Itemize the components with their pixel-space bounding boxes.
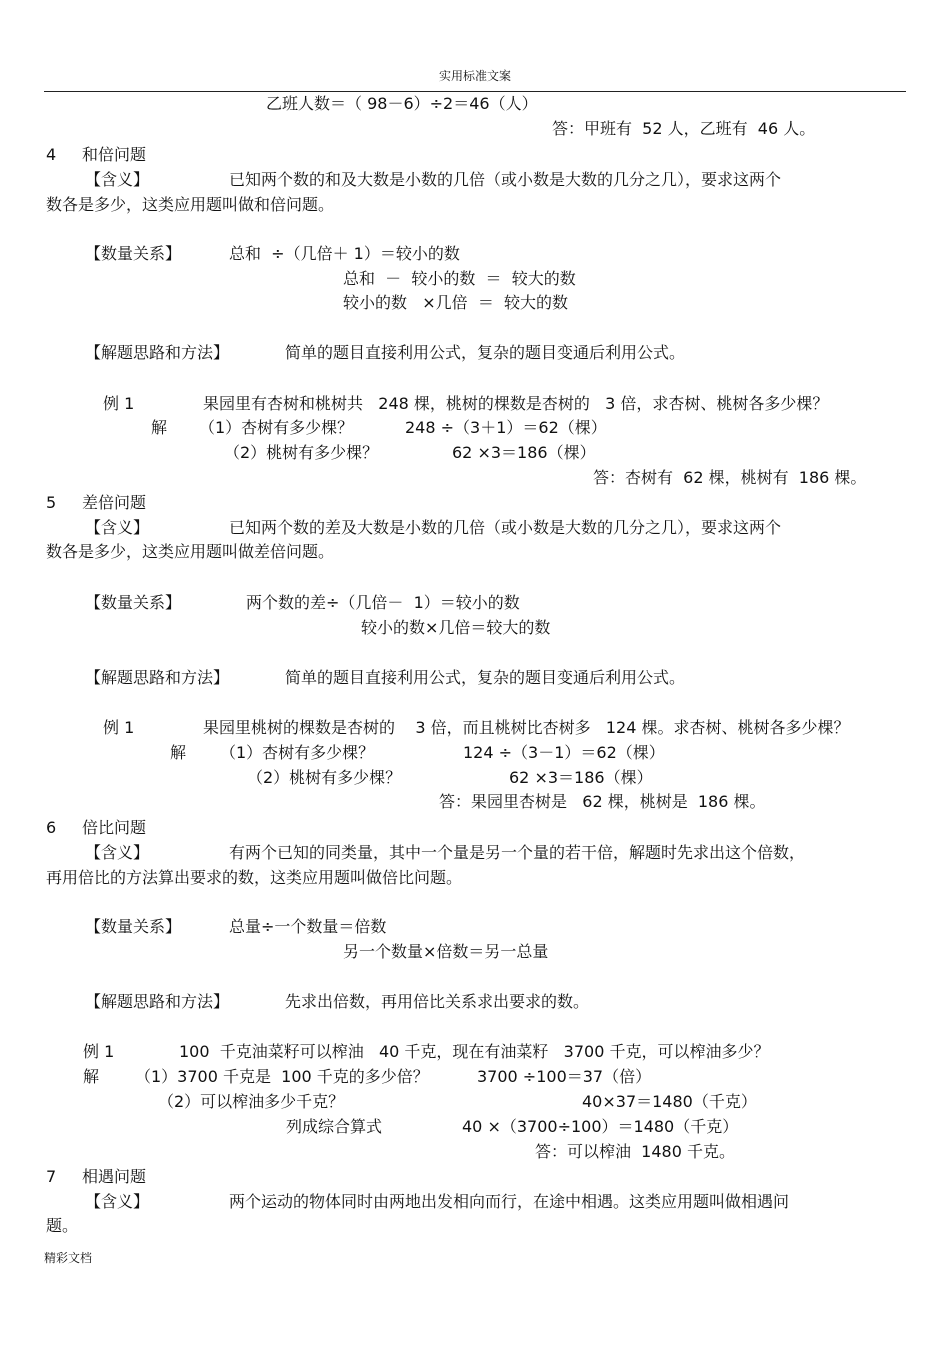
header-divider <box>44 91 906 92</box>
section-5-formula-2: 较小的数×几倍＝较大的数 <box>361 618 551 637</box>
section-5-method-text: 简单的题目直接利用公式，复杂的题目变通后利用公式。 <box>285 668 686 687</box>
section-6-combined-label: 列成综合算式 <box>286 1117 383 1136</box>
section-6-answer: 答：可以榨油 1480 千克。 <box>535 1142 735 1161</box>
section-5-relation-label: 【数量关系】 <box>85 593 182 612</box>
section-5-meaning-text: 已知两个数的差及大数是小数的几倍（或小数是大数的几分之几），要求这两个 <box>229 518 782 537</box>
section-5-example-label: 例 1 <box>103 718 135 737</box>
section-7-number: 7 <box>46 1167 57 1186</box>
section-4-answer: 答：杏树有 62 棵，桃树有 186 棵。 <box>593 468 867 487</box>
section-5-step-2: （2）桃树有多少棵？ <box>247 768 402 787</box>
section-5-example-text: 果园里桃树的棵数是杏树的 3 倍，而且桃树比杏树多 124 棵。求杏树、桃树各多少棵？ <box>203 718 850 737</box>
section-4-formula-2: 总和 － 较小的数 ＝ 较大的数 <box>343 269 576 288</box>
section-4-meaning-text: 已知两个数的和及大数是小数的几倍（或小数是大数的几分之几），要求这两个 <box>229 170 782 189</box>
section-6-method-text: 先求出倍数，再用倍比关系求出要求的数。 <box>285 992 590 1011</box>
section-4-meaning-text-cont: 数各是多少，这类应用题叫做和倍问题。 <box>46 195 335 214</box>
section-6-example-text: 100 千克油菜籽可以榨油 40 千克，现在有油菜籽 3700 千克，可以榨油多少？ <box>179 1042 770 1061</box>
section-4-step-1-calc: 248 ÷（3＋1）＝62（棵） <box>405 418 607 437</box>
section-5-answer: 答：果园里杏树是 62 棵，桃树是 186 棵。 <box>439 792 766 811</box>
section-4-step-2: （2）桃树有多少棵？ <box>224 443 379 462</box>
section-7-meaning-text-cont: 题。 <box>46 1216 79 1235</box>
section-4-formula-1: 总和 ÷（几倍＋ 1）＝较小的数 <box>229 244 460 263</box>
section-4-title: 和倍问题 <box>82 145 147 164</box>
section-6-step-2-calc: 40×37＝1480（千克） <box>582 1092 757 1111</box>
section-4-meaning-label: 【含义】 <box>85 170 150 189</box>
section-4-example-text: 果园里有杏树和桃树共 248 棵，桃树的棵数是杏树的 3 倍，求杏树、桃树各多少棵？ <box>203 394 829 413</box>
section-6-example-label: 例 1 <box>83 1042 115 1061</box>
section-7-meaning-label: 【含义】 <box>85 1192 150 1211</box>
section-6-meaning-text-cont: 再用倍比的方法算出要求的数，这类应用题叫做倍比问题。 <box>46 868 463 887</box>
section-6-meaning-text: 有两个已知的同类量，其中一个量是另一个量的若干倍，解题时先求出这个倍数， <box>229 843 806 862</box>
section-5-step-2-calc: 62 ×3＝186（棵） <box>509 768 653 787</box>
section-5-meaning-text-cont: 数各是多少，这类应用题叫做差倍问题。 <box>46 542 335 561</box>
section-4-method-text: 简单的题目直接利用公式，复杂的题目变通后利用公式。 <box>285 343 686 362</box>
section-6-title: 倍比问题 <box>82 818 147 837</box>
section-6-meaning-label: 【含义】 <box>85 843 150 862</box>
section-6-solution-label: 解 <box>83 1067 100 1086</box>
section-6-relation-label: 【数量关系】 <box>85 917 182 936</box>
section-4-method-label: 【解题思路和方法】 <box>85 343 230 362</box>
section-6-step-1: （1）3700 千克是 100 千克的多少倍？ <box>135 1067 429 1086</box>
section-6-step-2: （2）可以榨油多少千克？ <box>158 1092 345 1111</box>
section-5-method-label: 【解题思路和方法】 <box>85 668 230 687</box>
answer-line-prev-calc: 乙班人数＝（ 98－6）÷2＝46（人） <box>266 94 538 113</box>
section-4-formula-3: 较小的数 ×几倍 ＝ 较大的数 <box>343 293 569 312</box>
section-5-formula-1: 两个数的差÷（几倍－ 1）＝较小的数 <box>246 593 520 612</box>
section-5-step-1-calc: 124 ÷（3－1）＝62（棵） <box>463 743 665 762</box>
page-footer: 精彩文档 <box>44 1251 93 1265</box>
section-4-relation-label: 【数量关系】 <box>85 244 182 263</box>
section-5-title: 差倍问题 <box>82 493 147 512</box>
section-5-meaning-label: 【含义】 <box>85 518 150 537</box>
section-4-number: 4 <box>46 145 57 164</box>
section-4-solution-label: 解 <box>151 418 168 437</box>
section-6-number: 6 <box>46 818 57 837</box>
section-5-solution-label: 解 <box>170 743 187 762</box>
section-6-method-label: 【解题思路和方法】 <box>85 992 230 1011</box>
section-4-example-label: 例 1 <box>103 394 135 413</box>
section-6-step-1-calc: 3700 ÷100＝37（倍） <box>477 1067 652 1086</box>
section-6-formula-1: 总量÷一个数量＝倍数 <box>229 917 387 936</box>
section-5-step-1: （1）杏树有多少棵？ <box>220 743 375 762</box>
section-5-number: 5 <box>46 493 57 512</box>
section-7-meaning-text: 两个运动的物体同时由两地出发相向而行，在途中相遇。这类应用题叫做相遇问 <box>229 1192 790 1211</box>
page-header: 实用标准文案 <box>438 69 511 83</box>
section-4-step-2-calc: 62 ×3＝186（棵） <box>452 443 596 462</box>
section-7-title: 相遇问题 <box>82 1167 147 1186</box>
answer-line-prev: 答：甲班有 52 人，乙班有 46 人。 <box>552 119 816 138</box>
section-6-formula-2: 另一个数量×倍数＝另一总量 <box>343 942 549 961</box>
section-6-combined-calc: 40 ×（3700÷100）＝1480（千克） <box>462 1117 739 1136</box>
section-4-step-1: （1）杏树有多少棵？ <box>199 418 354 437</box>
